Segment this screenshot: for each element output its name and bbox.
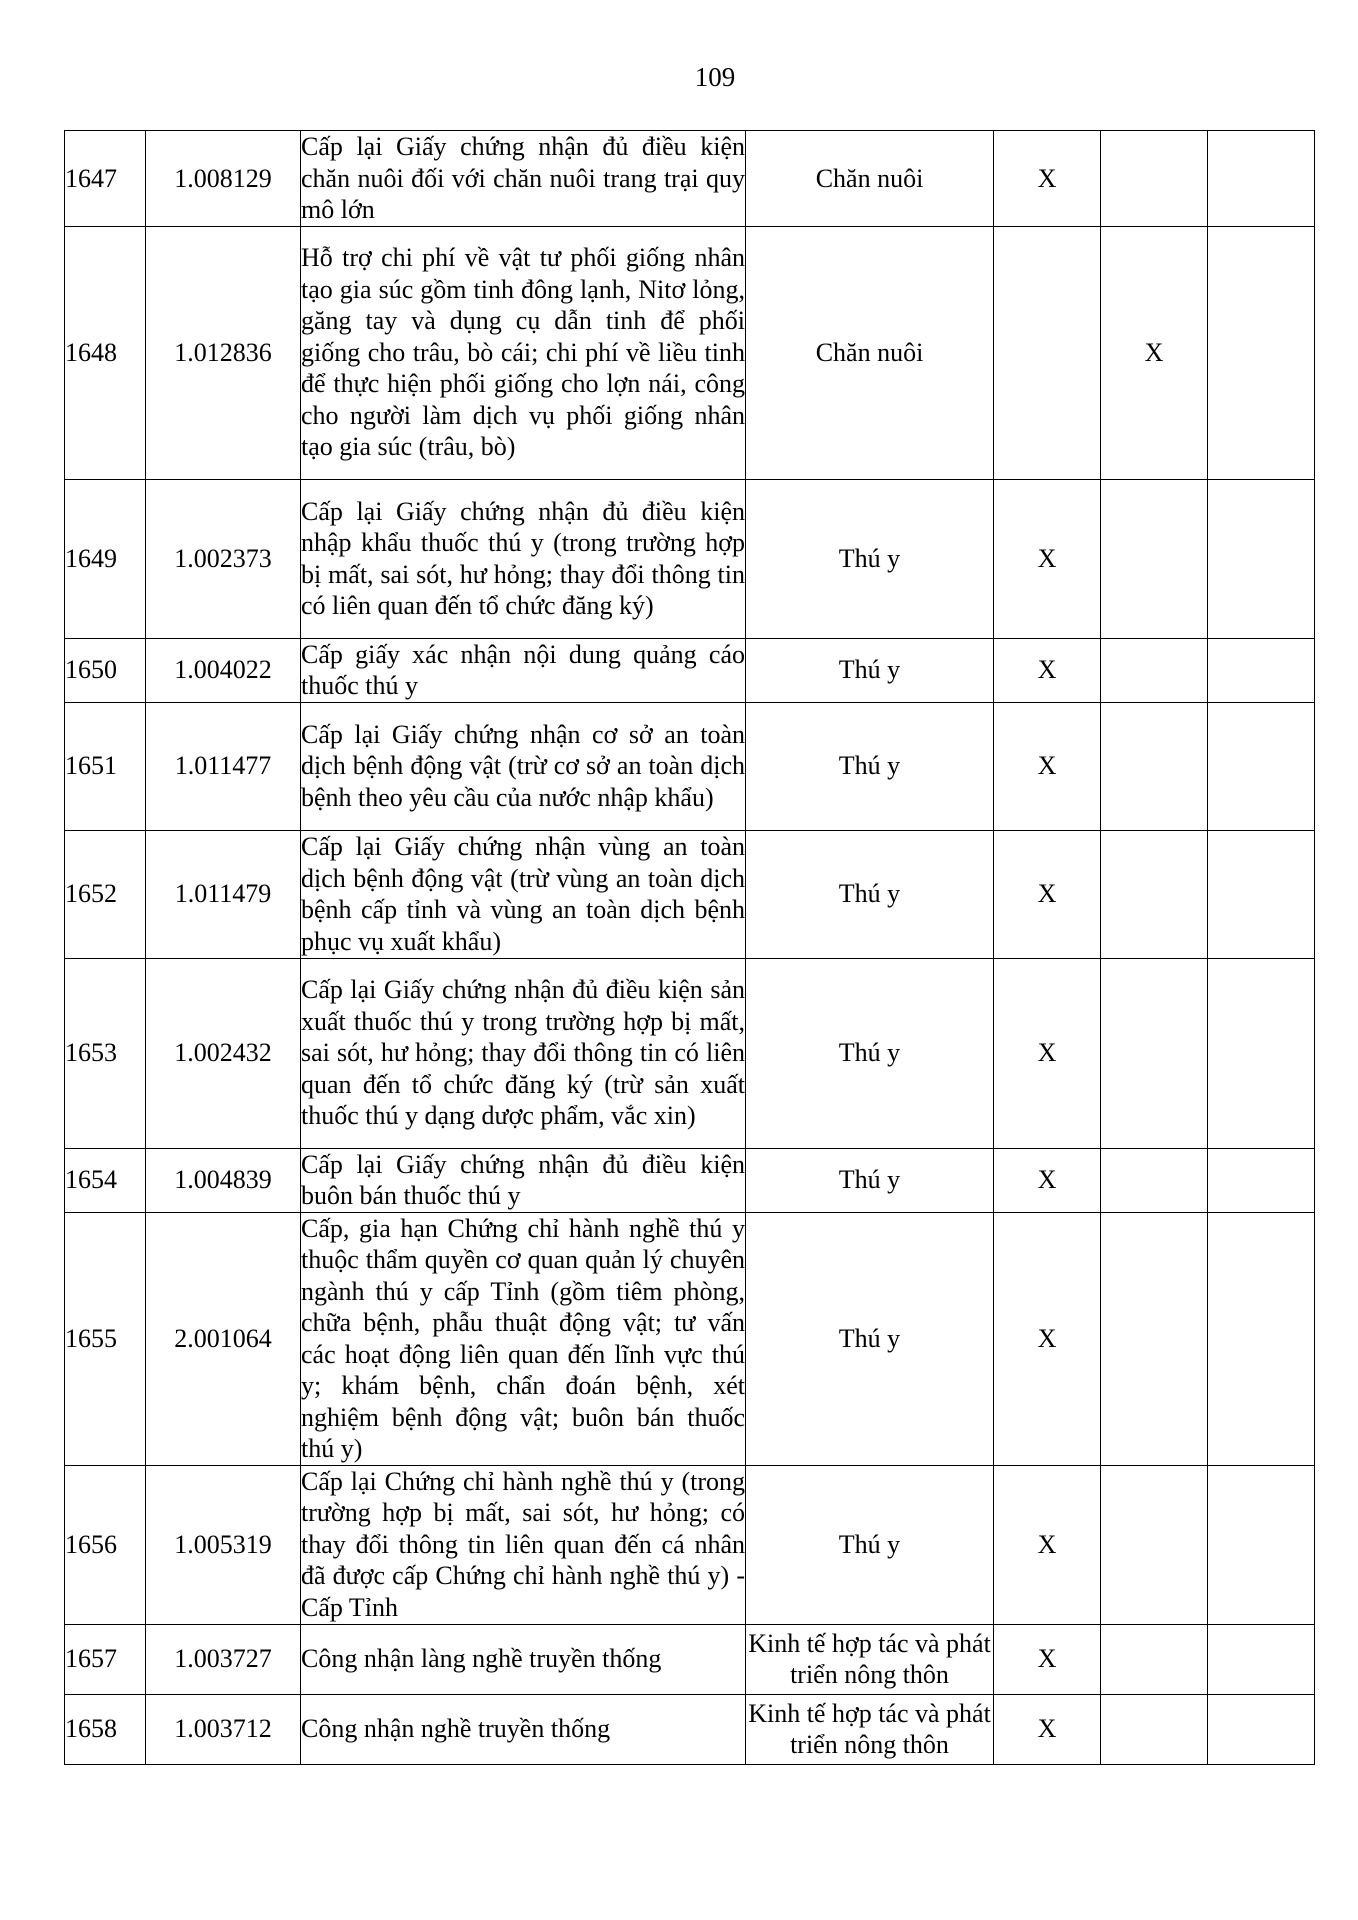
mark-column-2 xyxy=(1101,479,1208,638)
mark-column-1: X xyxy=(994,1465,1101,1624)
mark-column-1: X xyxy=(994,1624,1101,1694)
procedure-name: Hỗ trợ chi phí về vật tư phối giống nhân tạo gia súc gồm tinh đông lạnh, Nitơ lỏng, găng tay và dụng cụ dẫn tinh để phối giống cho trâu, bò cái; chi phí về liều tinh để thực hiện phối giống cho lợn nái, công cho người làm dịch vụ phối giống nhân tạo gia súc (trâu, bò) xyxy=(301,226,746,479)
procedure-field: Thú y xyxy=(746,638,994,702)
mark-column-2 xyxy=(1101,958,1208,1148)
table-row xyxy=(65,958,1315,1148)
mark-column-2 xyxy=(1101,1212,1208,1465)
row-number: 1653 xyxy=(65,958,146,1148)
procedure-field: Thú y xyxy=(746,1465,994,1624)
table-row xyxy=(65,1148,1315,1212)
procedure-name: Cấp lại Giấy chứng nhận đủ điều kiện chăn nuôi đối với chăn nuôi trang trại quy mô lớn xyxy=(301,132,745,224)
mark-column-2 xyxy=(1101,1694,1208,1764)
procedure-field: Thú y xyxy=(746,479,994,638)
table-row xyxy=(65,131,1315,227)
procedure-field: Chăn nuôi xyxy=(746,226,994,479)
procedure-code: 2.001064 xyxy=(146,1212,301,1465)
procedure-name: Công nhận nghề truyền thống xyxy=(301,1694,746,1764)
mark-column-2 xyxy=(1101,131,1208,227)
procedure-field: Kinh tế hợp tác và phát triển nông thôn xyxy=(746,1624,994,1694)
row-number: 1654 xyxy=(65,1148,146,1212)
procedure-field: Thú y xyxy=(746,702,994,830)
page-number: 109 xyxy=(694,62,736,92)
procedure-name: Cấp lại Chứng chỉ hành nghề thú y (trong trường hợp bị mất, sai sót, hư hỏng; có thay đổi thông tin liên quan đến cá nhân đã được cấp Chứng chỉ hành nghề thú y) - Cấp Tỉnh xyxy=(301,1465,746,1624)
table-row xyxy=(65,638,1315,702)
mark-column-3 xyxy=(1208,638,1315,702)
procedure-code: 1.003712 xyxy=(146,1694,301,1764)
mark-column-1 xyxy=(994,226,1101,479)
mark-column-2 xyxy=(1101,1148,1208,1212)
table-row xyxy=(65,830,1315,958)
procedure-field: Thú y xyxy=(746,1212,994,1465)
procedure-field: Chăn nuôi xyxy=(746,131,994,227)
procedure-field: Thú y xyxy=(746,830,994,958)
procedure-code: 1.005319 xyxy=(146,1465,301,1624)
mark-column-1: X xyxy=(994,702,1101,830)
mark-column-2 xyxy=(1101,1624,1208,1694)
table-row xyxy=(65,1465,1315,1624)
mark-column-2 xyxy=(1101,638,1208,702)
mark-column-3 xyxy=(1208,1212,1315,1465)
procedure-code: 1.002373 xyxy=(146,479,301,638)
mark-column-3 xyxy=(1208,1694,1315,1764)
mark-column-3 xyxy=(1208,131,1315,227)
procedure-code: 1.003727 xyxy=(146,1624,301,1694)
procedure-code: 1.004839 xyxy=(146,1148,301,1212)
procedure-field: Thú y xyxy=(746,1148,994,1212)
procedure-name: Cấp lại Giấy chứng nhận đủ điều kiện buôn bán thuốc thú y xyxy=(301,1149,745,1210)
mark-column-1: X xyxy=(994,479,1101,638)
row-number: 1657 xyxy=(65,1624,146,1694)
mark-column-1: X xyxy=(994,1212,1101,1465)
mark-column-3 xyxy=(1208,702,1315,830)
mark-column-2 xyxy=(1101,830,1208,958)
mark-column-3 xyxy=(1208,830,1315,958)
row-number: 1650 xyxy=(65,638,146,702)
procedure-code: 1.004022 xyxy=(146,638,301,702)
mark-column-1: X xyxy=(994,830,1101,958)
row-number: 1658 xyxy=(65,1694,146,1764)
mark-column-3 xyxy=(1208,1624,1315,1694)
mark-column-3 xyxy=(1208,1465,1315,1624)
table-row xyxy=(65,479,1315,638)
table-row xyxy=(65,1694,1315,1764)
procedure-name: Công nhận làng nghề truyền thống xyxy=(301,1624,746,1694)
row-number: 1656 xyxy=(65,1465,146,1624)
procedure-table xyxy=(64,130,1315,1765)
row-number: 1648 xyxy=(65,226,146,479)
procedure-name: Cấp lại Giấy chứng nhận vùng an toàn dịch bệnh động vật (trừ vùng an toàn dịch bệnh cấp tỉnh và vùng an toàn dịch bệnh phục vụ xuất khẩu) xyxy=(301,830,746,958)
row-number: 1651 xyxy=(65,702,146,830)
mark-column-3 xyxy=(1208,958,1315,1148)
table-row xyxy=(65,1624,1315,1694)
mark-column-2 xyxy=(1101,1465,1208,1624)
procedure-name: Cấp lại Giấy chứng nhận đủ điều kiện sản xuất thuốc thú y trong trường hợp bị mất, sai sót, hư hỏng; thay đổi thông tin có liên quan đến tổ chức đăng ký (trừ sản xuất thuốc thú y dạng dược phẩm, vắc xin) xyxy=(301,958,746,1148)
mark-column-2: X xyxy=(1101,226,1208,479)
mark-column-3 xyxy=(1208,226,1315,479)
row-number: 1647 xyxy=(65,131,146,227)
procedure-code: 1.012836 xyxy=(146,226,301,479)
procedure-name: Cấp, gia hạn Chứng chỉ hành nghề thú y thuộc thẩm quyền cơ quan quản lý chuyên ngành thú y cấp Tỉnh (gồm tiêm phòng, chữa bệnh, phẫu thuật động vật; tư vấn các hoạt động liên quan đến lĩnh vực thú y; khám bệnh, chẩn đoán bệnh, xét nghiệm bệnh động vật; buôn bán thuốc thú y) xyxy=(301,1213,745,1463)
procedure-table-body xyxy=(65,131,1315,1765)
procedure-name: Cấp giấy xác nhận nội dung quảng cáo thuốc thú y xyxy=(301,639,745,700)
mark-column-2 xyxy=(1101,702,1208,830)
procedure-code: 1.008129 xyxy=(146,131,301,227)
mark-column-3 xyxy=(1208,479,1315,638)
procedure-field: Thú y xyxy=(746,958,994,1148)
mark-column-1: X xyxy=(994,131,1101,227)
table-row xyxy=(65,702,1315,830)
procedure-code: 1.011477 xyxy=(146,702,301,830)
row-number: 1652 xyxy=(65,830,146,958)
table-row xyxy=(65,1212,1315,1465)
mark-column-1: X xyxy=(994,638,1101,702)
row-number: 1649 xyxy=(65,479,146,638)
procedure-code: 1.002432 xyxy=(146,958,301,1148)
procedure-code: 1.011479 xyxy=(146,830,301,958)
mark-column-1: X xyxy=(994,958,1101,1148)
mark-column-3 xyxy=(1208,1148,1315,1212)
table-row xyxy=(65,226,1315,479)
procedure-field: Kinh tế hợp tác và phát triển nông thôn xyxy=(746,1694,994,1764)
mark-column-1: X xyxy=(994,1148,1101,1212)
procedure-name: Cấp lại Giấy chứng nhận đủ điều kiện nhập khẩu thuốc thú y (trong trường hợp bị mất, sai sót, hư hỏng; thay đổi thông tin có liên quan đến tổ chức đăng ký) xyxy=(301,479,746,638)
procedure-name: Cấp lại Giấy chứng nhận cơ sở an toàn dịch bệnh động vật (trừ cơ sở an toàn dịch bệnh theo yêu cầu của nước nhập khẩu) xyxy=(301,702,746,830)
mark-column-1: X xyxy=(994,1694,1101,1764)
row-number: 1655 xyxy=(65,1212,146,1465)
